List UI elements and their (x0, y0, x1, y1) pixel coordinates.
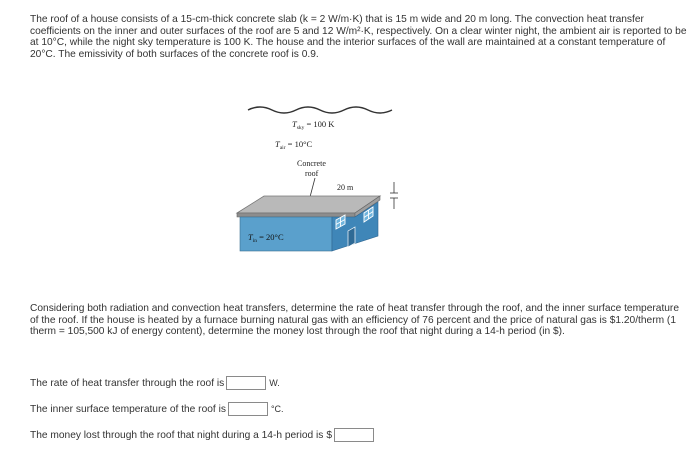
thickness-marker (390, 182, 398, 209)
door (348, 227, 355, 247)
roof-label-line2: roof (305, 169, 319, 178)
money-lost-input[interactable] (334, 428, 374, 442)
answer-unit: °C. (270, 404, 284, 414)
roof-pointer (310, 178, 315, 197)
problem-question: Considering both radiation and convection heat transfers, determine the rate of heat transfer through the roof, and the inner surface temperature of the roof. If the house is heated by a furnace burning natural gas with an efficiency of 76 percent and the price of natural gas is $1.20/therm (1 therm = 105,500 kJ of energy content), determine the money lost through the roof that night during a 14-h period (in $). (30, 303, 679, 338)
answer-row-heat-rate (30, 375, 280, 391)
t-air-symbol: T (275, 139, 280, 149)
t-sky-subscript: sky (296, 125, 305, 131)
problem-intro: The roof of a house consists of a 15-cm-thick concrete slab (k = 2 W/m·K) that is 15 m wide and 20 m long. The convection heat transfer coefficients on the inner and outer surfaces of the roof are 5 and 12 W/m²·K, respectively. On a clear winter night, the ambient air is reported to be at 10°C, while the night sky temperature is 100 K. The house and the interior surfaces of the wall are maintained at a constant temperature of 20°C. The emissivity of both surfaces of the concrete roof is 0.9. (30, 14, 687, 60)
house-front-wall (240, 217, 332, 251)
svg-text:Tsky = 100 K (292, 119, 335, 131)
roof-label-line1: Concrete (297, 159, 326, 168)
length-label: 20 m (337, 183, 354, 192)
answer-prefix: $ (326, 429, 333, 441)
answer-label: The inner surface temperature of the roof is (30, 403, 226, 415)
answer-row-money-lost (30, 427, 377, 443)
t-air-subscript: air (279, 145, 286, 151)
house-roof-figure (220, 100, 520, 275)
heat-rate-input[interactable] (226, 376, 266, 390)
answer-label: The money lost through the roof that night during a 14-h period is (30, 429, 324, 441)
answer-unit: W. (269, 378, 280, 388)
t-in-subscript: in (252, 238, 258, 244)
svg-text:Tair = 10°C (275, 139, 312, 151)
t-air-value: = 10°C (285, 139, 313, 149)
roof-slab-front-edge (237, 213, 355, 217)
t-in-symbol: T (248, 232, 253, 242)
t-sky-symbol: T (292, 119, 297, 129)
answer-label: The rate of heat transfer through the roof is (30, 377, 225, 389)
sky-line (248, 107, 392, 113)
answer-row-inner-temp (30, 401, 284, 417)
inner-temperature-input[interactable] (228, 402, 268, 416)
t-sky-value: = 100 K (304, 119, 335, 129)
t-in-value: = 20°C (257, 232, 284, 242)
